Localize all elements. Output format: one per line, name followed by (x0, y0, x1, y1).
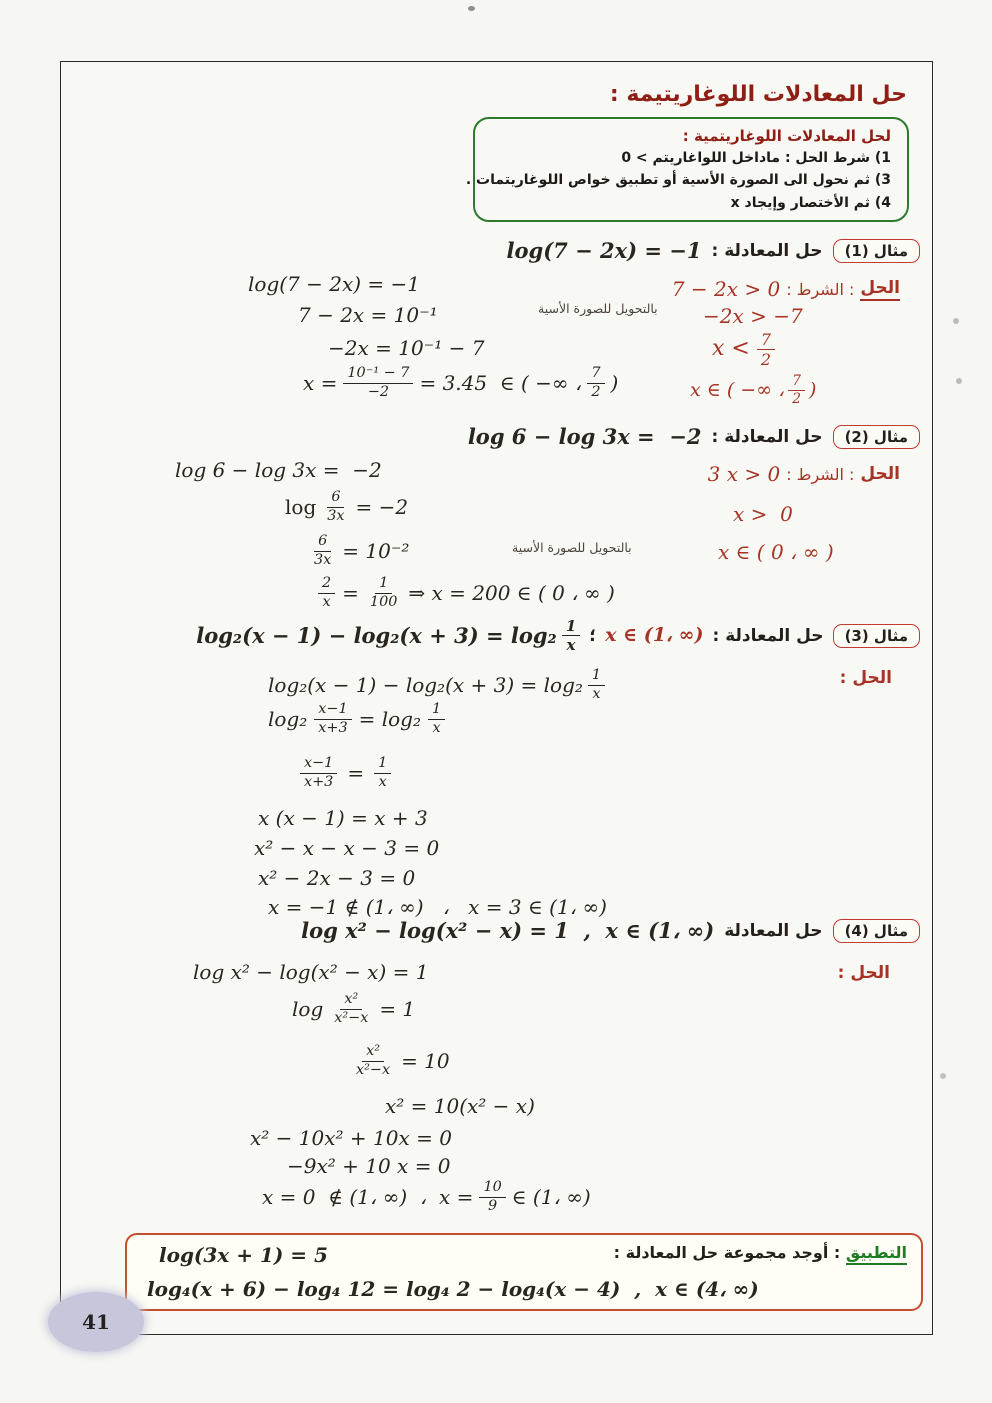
condition-word: : الشرط : (786, 464, 855, 484)
example-1-solution-label (672, 277, 900, 301)
page-number-badge (48, 1292, 144, 1352)
fraction: $\frac{\text{x²}}{\text{x²−x}}$ (334, 991, 369, 1026)
work-text: = (347, 761, 365, 786)
work-line: 7 − 2x = 10⁻¹ (298, 303, 438, 327)
page-number: 41 (82, 1310, 110, 1334)
work-line (318, 576, 615, 610)
rules-box (465, 117, 909, 222)
rule-item-1: 1) شرط الحل : ماداخل اللواغاريتم > 0 (621, 150, 891, 166)
example-2-equation: log 6 − log 3x = −2 (467, 424, 702, 449)
scan-speck (953, 318, 959, 324)
rule-item-3: 3) ثم نحول الى الصورة الأسية أو تطبيق خواص اللوغاريتمات . (465, 172, 891, 189)
fraction: $\frac{1}{x}$ (562, 618, 581, 654)
work-text: x = 0 ∉ (1،‎ ∞) ،‎ x = (262, 1185, 474, 1210)
condition-line: −2x > −7 (703, 304, 803, 328)
work-line (262, 1180, 591, 1214)
rules-heading: لحل المعادلات اللوغاريتمية : (682, 127, 891, 145)
work-line: x² = 10(x² − x) (385, 1094, 535, 1118)
application-box (125, 1233, 923, 1311)
work-line: log 6 − log 3x = −2 (175, 458, 382, 482)
example-1-badge: مثال (1) (833, 239, 920, 263)
condition-line: 3 x > 0 (707, 462, 781, 486)
scan-speck (956, 378, 962, 384)
fraction: $\frac{7}{2}$ (788, 374, 805, 407)
example-1-equation: log(7 − 2x) = −1 (506, 238, 702, 263)
work-text: = log₂ (358, 707, 421, 732)
example-3-prompt: حل المعادلة : (712, 625, 824, 646)
application-equation-1: log(3x + 1) = 5 (159, 1243, 328, 1267)
work-line (300, 756, 391, 790)
work-line: x² − 2x − 3 = 0 (258, 866, 416, 890)
work-line: log(7 − 2x) = −1 (248, 272, 421, 296)
application-label: التطبيق (846, 1243, 907, 1265)
fraction: $\frac{x-1}{x+3}$ (314, 702, 351, 736)
application-prompt (614, 1243, 907, 1262)
conversion-note: بالتحويل للصورة الأسية (538, 301, 658, 316)
work-text: log (285, 495, 317, 520)
scan-speck (468, 6, 475, 11)
fraction: $\frac{10}{9}$ (479, 1180, 505, 1214)
example-4-badge: مثال (4) (833, 919, 920, 943)
work-text: = 1 (379, 997, 416, 1022)
fraction: $\frac{\text{x²}}{\text{x²−x}}$ (356, 1043, 391, 1078)
example-3-equation (196, 618, 580, 654)
fraction: $\frac{1}{x}$ (588, 668, 605, 702)
fraction: $\frac{1}{x}$ (374, 756, 391, 790)
work-line (303, 366, 618, 400)
condition-text: ) (808, 378, 817, 401)
example-3-solution-label: الحل : (839, 668, 892, 688)
condition-text: x ∈ ( −∞ ،‎ (690, 378, 785, 401)
example-1-header (507, 238, 920, 263)
fraction: $\frac{\text{10⁻¹ − 7}}{-2}$ (343, 366, 413, 400)
solution-word: الحل (860, 464, 900, 484)
work-line (268, 702, 445, 736)
work-text: ) (610, 371, 619, 396)
example-3-header (196, 618, 920, 654)
work-text: = 10 (401, 1049, 450, 1074)
work-line: log x² − log(x² − x) = 1 (193, 960, 429, 984)
work-line: −9x² + 10 x = 0 (287, 1154, 451, 1178)
work-text: = (342, 581, 359, 606)
fraction: $\frac{x-1}{x+3}$ (300, 756, 337, 790)
condition-line (690, 374, 816, 407)
fraction: $\frac{2}{x}$ (318, 576, 335, 610)
fraction: $\frac{6}{3x}$ (314, 533, 332, 568)
conversion-note: بالتحويل للصورة الأسية (512, 540, 632, 555)
condition-text: x < (712, 336, 750, 362)
scan-speck (940, 1073, 946, 1079)
work-text: ∈ (1،‎ ∞) (511, 1185, 591, 1210)
application-prompt-text: : أوجد مجموعة حل المعادلة : (613, 1243, 846, 1262)
equation-text: log₂(x − 1) − log₂(x + 3) = log₂ (196, 623, 557, 649)
example-3-domain: x ∈ (1،‎ ∞) (605, 624, 704, 647)
work-text: x = (303, 371, 338, 396)
condition-line: x ∈ ( 0 ،‎ ∞ ) (718, 540, 834, 564)
work-line: x = −1 ∉ (1،‎ ∞) ،‎ x = 3 ∈ (1،‎ ∞) (268, 895, 607, 919)
example-4-solution-label: الحل : (837, 963, 890, 983)
example-2-header (468, 424, 920, 449)
work-line: x (x − 1) = x + 3 (258, 806, 428, 830)
example-2-badge: مثال (2) (833, 425, 920, 449)
rule-item-4: 4) ثم الأختصار وإيجاد x (730, 194, 891, 211)
work-text: log₂ (268, 707, 308, 732)
work-text: = 10⁻² (342, 539, 410, 564)
work-line (352, 1044, 450, 1078)
example-2-prompt: حل المعادلة : (711, 426, 823, 447)
fraction: $\frac{6}{3x}$ (327, 489, 345, 524)
example-2-solution-label (708, 462, 900, 486)
example-4-prompt: حل المعادلة (724, 920, 823, 941)
work-line: −2x = 10⁻¹ − 7 (328, 336, 485, 360)
example-4-header (301, 918, 920, 943)
work-line (310, 534, 409, 568)
fraction: $\frac{7}{2}$ (757, 331, 775, 368)
example-4-equation: log x² − log(x² − x) = 1 , x ∈ (1،‎ ∞) (301, 918, 715, 943)
work-line (268, 668, 605, 702)
work-line: x² − x − x − 3 = 0 (254, 836, 440, 860)
condition-line (712, 331, 775, 368)
work-line (285, 490, 408, 524)
work-text: log (292, 997, 324, 1022)
example-3-badge: مثال (3) (833, 624, 920, 648)
application-equation-2: log₄(x + 6) − log₄ 12 = log₄ 2 − log₄(x − 4) , x ∈ (4،‎ ∞) (147, 1277, 759, 1301)
work-text: = −2 (355, 495, 409, 520)
work-text: ⇒ x = 200 ∈ ( 0 ،‎ ∞ ) (408, 581, 615, 606)
work-text: = 3.45 ∈ ( −∞ ،‎ (419, 371, 582, 396)
work-text: log₂(x − 1) − log₂(x + 3) = log₂ (268, 673, 583, 698)
page-title: حل المعادلات اللوغاريتيمة : (609, 82, 907, 107)
condition-line: 7 − 2x > 0 (671, 277, 781, 301)
work-line (292, 992, 415, 1026)
fraction: $\frac{7}{2}$ (587, 366, 604, 400)
example-1-prompt: حل المعادلة : (711, 240, 823, 261)
semicolon: ؛ (589, 625, 597, 646)
condition-line: x > 0 (733, 502, 793, 526)
work-line: x² − 10x² + 10x = 0 (250, 1126, 452, 1150)
fraction: $\frac{1}{100}$ (369, 575, 398, 610)
fraction: $\frac{1}{x}$ (428, 702, 445, 736)
solution-word: الحل (860, 278, 900, 301)
condition-word: : الشرط : (786, 279, 855, 299)
